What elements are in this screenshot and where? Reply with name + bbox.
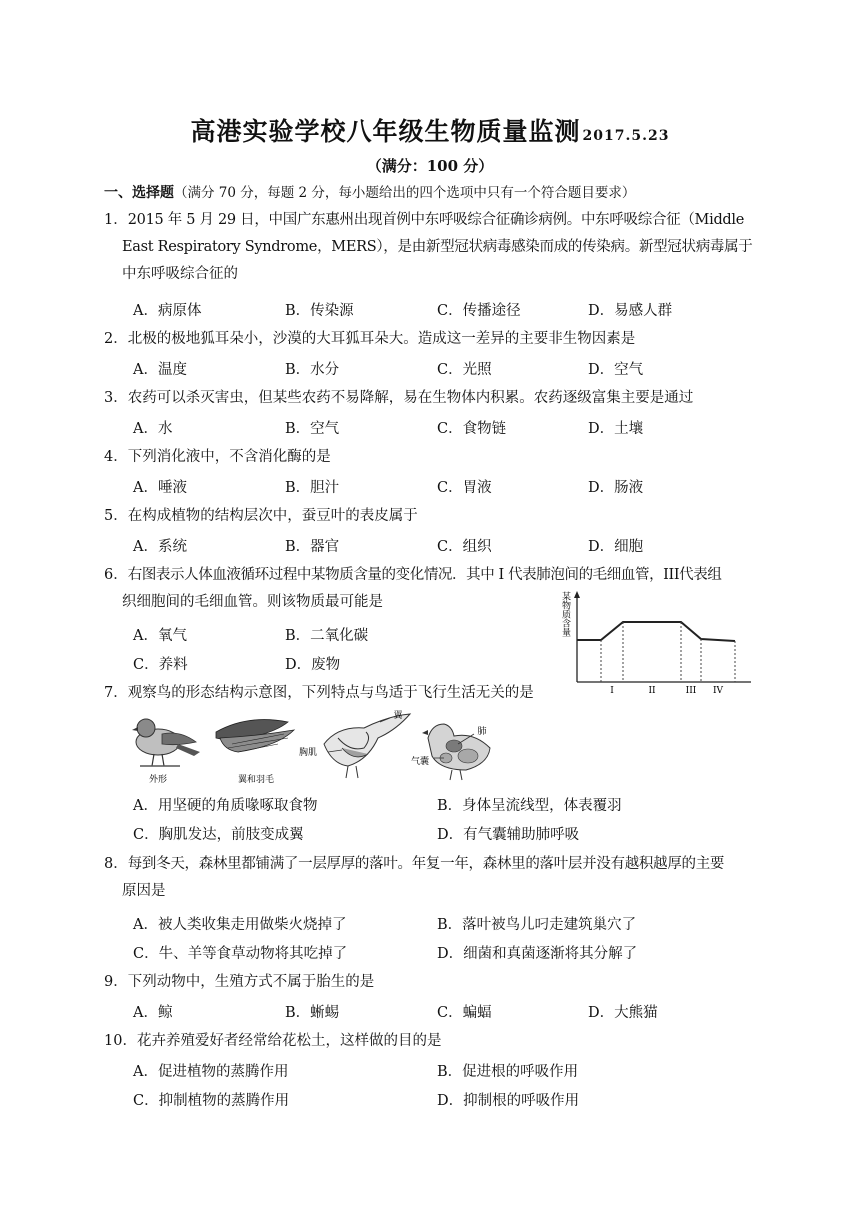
question-text: 每到冬天，森林里都铺满了一层厚厚的落叶。年复一年，森林里的落叶层并没有越积越厚的主要 (127, 856, 725, 872)
option[interactable]: D．抑制根的呼吸作用 (437, 1093, 580, 1109)
question-number: 7． (104, 685, 128, 701)
question-text: 中东呼吸综合征的 (122, 266, 238, 282)
option[interactable]: A．鲸 (133, 1005, 173, 1021)
exam-date: 2017.5.23 (582, 128, 670, 144)
option[interactable]: A．病原体 (133, 303, 202, 319)
x-tick-label: I (610, 686, 614, 696)
option[interactable]: A．促进植物的蒸腾作用 (133, 1064, 289, 1080)
option[interactable]: A．用坚硬的角质喙啄取食物 (133, 798, 318, 814)
full-score-note: （满分：100 分） (366, 157, 494, 175)
content-curve (577, 622, 735, 641)
y-axis-arrow (574, 591, 580, 598)
question-number: 2． (104, 331, 128, 347)
option[interactable]: D．有气囊辅助肺呼吸 (437, 827, 580, 843)
option[interactable]: A．被人类收集走用做柴火烧掉了 (133, 917, 347, 933)
question-text: 农药可以杀灭害虫，但某些农药不易降解，易在生物体内积累。农药逐级富集主要是通过 (127, 390, 694, 406)
option[interactable]: D．土壤 (588, 421, 644, 437)
option[interactable]: C．胸肌发达，前肢变成翼 (133, 827, 304, 843)
option[interactable]: A．温度 (133, 362, 187, 378)
exam-title-text: 高港实验学校八年级生物质量监测 (190, 117, 581, 146)
option[interactable]: A．系统 (133, 539, 187, 555)
x-tick-label: II (648, 686, 656, 696)
question-number: 1． (104, 212, 128, 228)
section-note: （满分 70 分，每题 2 分，每小题给出的四个选项中只有一个符合题目要求） (174, 185, 636, 201)
option[interactable]: B．器官 (285, 539, 340, 555)
option[interactable]: B．二氧化碳 (285, 628, 369, 644)
figure-label: 翼 (393, 711, 403, 721)
question-text: East Respiratory Syndrome，MERS），是由新型冠状病毒感染而成的传染病。新型冠状病毒属于 (122, 239, 753, 255)
sparrow-illustration (132, 719, 200, 766)
question-number: 8． (104, 856, 128, 872)
option[interactable]: C．抑制植物的蒸腾作用 (133, 1093, 290, 1109)
question-number: 3． (104, 390, 128, 406)
question-8 (104, 851, 764, 905)
exam-title (0, 112, 860, 148)
question-2 (104, 326, 764, 353)
question-text: 花卉养殖爱好者经常给花松土，这样做的目的是 (136, 1033, 442, 1049)
option[interactable]: B．落叶被鸟儿叼走建筑巢穴了 (437, 917, 637, 933)
section-label: 一、选择题 (104, 185, 174, 201)
question-7 (104, 680, 764, 707)
option[interactable]: C．传播途径 (437, 303, 521, 319)
option[interactable]: B．空气 (285, 421, 340, 437)
figure-label: 外形 (148, 775, 168, 785)
option[interactable]: D．细菌和真菌逐渐将其分解了 (437, 946, 638, 962)
question-text: 观察鸟的形态结构示意图，下列特点与鸟适于飞行生活无关的是 (127, 685, 534, 701)
x-tick-label: III (685, 686, 697, 696)
option[interactable]: C．胃液 (437, 480, 492, 496)
question-number: 5． (104, 508, 128, 524)
question-text: 原因是 (122, 883, 166, 899)
y-axis-label: 某物质含量 (560, 591, 570, 637)
bird-structure-figure (128, 708, 500, 788)
question-number: 6． (104, 567, 128, 583)
question-text: 下列动物中，生殖方式不属于胎生的是 (127, 974, 375, 990)
question-number: 4． (104, 449, 128, 465)
option[interactable]: C．蝙蝠 (437, 1005, 492, 1021)
x-tick-label: IV (712, 686, 724, 696)
figure-label: 胸肌 (298, 748, 318, 758)
question-10 (104, 1028, 764, 1055)
question-text: 在构成植物的结构层次中，蚕豆叶的表皮属于 (127, 508, 418, 524)
option[interactable]: C．养料 (133, 657, 188, 673)
option[interactable]: B．身体呈流线型，体表覆羽 (437, 798, 622, 814)
bird-skeleton-illustration (324, 714, 410, 778)
option[interactable]: C．食物链 (437, 421, 507, 437)
question-number: 9． (104, 974, 128, 990)
option[interactable]: B．胆汁 (285, 480, 340, 496)
option[interactable]: A．唾液 (133, 480, 187, 496)
option[interactable]: C．牛、羊等食草动物将其吃掉了 (133, 946, 348, 962)
option[interactable]: A．氧气 (133, 628, 187, 644)
question-1 (104, 207, 764, 288)
figure-label: 气囊 (410, 757, 430, 767)
option[interactable]: C．光照 (437, 362, 492, 378)
option[interactable]: D．肠液 (588, 480, 644, 496)
option[interactable]: D．易感人群 (588, 303, 673, 319)
question-text: 下列消化液中，不含消化酶的是 (127, 449, 331, 465)
option[interactable]: D．废物 (285, 657, 341, 673)
question-3 (104, 385, 764, 412)
question-text: 2015 年 5 月 29 日，中国广东惠州出现首例中东呼吸综合征确诊病例。中东呼吸综合征（Middle (127, 212, 745, 228)
option[interactable]: D．细胞 (588, 539, 644, 555)
option[interactable]: B．蜥蜴 (285, 1005, 340, 1021)
question-number: 10． (104, 1033, 137, 1049)
option[interactable]: B．水分 (285, 362, 340, 378)
wing-feather-illustration (216, 720, 294, 752)
option[interactable]: D．大熊猫 (588, 1005, 658, 1021)
option[interactable]: D．空气 (588, 362, 644, 378)
section-header (104, 181, 635, 202)
question-text: 右图表示人体血液循环过程中某物质含量的变化情况．其中 I 代表肺泡间的毛细血管，III代表组 (127, 567, 722, 583)
option[interactable]: B．传染源 (285, 303, 354, 319)
question-5 (104, 503, 764, 530)
figure-label: 翼和羽毛 (237, 775, 275, 785)
option[interactable]: A．水 (133, 421, 173, 437)
option[interactable]: B．促进根的呼吸作用 (437, 1064, 579, 1080)
figure-label: 肺 (477, 727, 487, 737)
question-9 (104, 969, 764, 996)
option[interactable]: C．组织 (437, 539, 492, 555)
question-4 (104, 444, 764, 471)
question-text: 北极的极地狐耳朵小，沙漠的大耳狐耳朵大。造成这一差异的主要非生物因素是 (127, 331, 636, 347)
question-text: 织细胞间的毛细血管。则该物质最可能是 (122, 594, 383, 610)
